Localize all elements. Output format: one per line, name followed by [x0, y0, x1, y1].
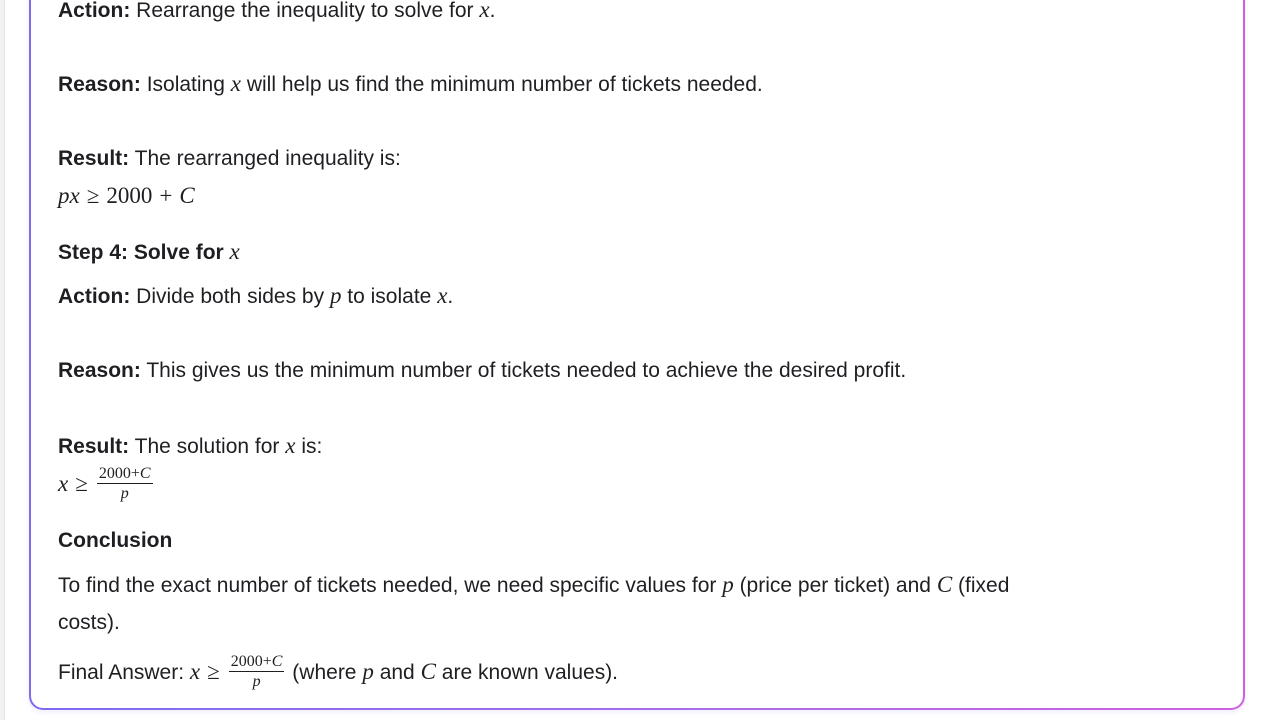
- step4-reason: [58, 356, 906, 386]
- result-label: Result:: [58, 435, 130, 458]
- math-var-x: x: [285, 433, 296, 458]
- reason-post: will help us find the minimum number of tickets needed.: [246, 73, 763, 96]
- math-var-x: x: [479, 0, 490, 22]
- final-label: Final Answer:: [58, 661, 185, 684]
- result-label: Result:: [58, 147, 130, 170]
- step4-result: [58, 431, 322, 462]
- action-mid: to isolate: [347, 285, 432, 308]
- math-geq: ≥: [75, 471, 88, 496]
- final-pre: (where: [292, 661, 357, 684]
- step3-action: [58, 0, 495, 26]
- conclusion-line-1: [58, 570, 1009, 601]
- math-var-p: p: [329, 283, 342, 308]
- conclusion-pre: To find the exact number of tickets needed, we need specific values for: [58, 574, 717, 597]
- result-text: The rearranged inequality is:: [134, 147, 401, 170]
- conclusion-post: (fixed: [958, 574, 1010, 597]
- numerator-number: 2000+: [230, 652, 272, 670]
- step4-heading: [58, 237, 240, 268]
- action-label: Action:: [58, 285, 131, 308]
- step3-result: [58, 144, 401, 174]
- final-and: and: [379, 661, 415, 684]
- step3-equation: [58, 181, 195, 212]
- action-end: .: [489, 0, 496, 22]
- conclusion-heading: Conclusion: [58, 529, 173, 552]
- result-post: is:: [301, 435, 323, 458]
- step3-reason: [58, 69, 763, 100]
- fraction-denominator: p: [120, 484, 129, 502]
- fraction-denominator: p: [252, 672, 261, 690]
- math-var-x: x: [189, 659, 201, 684]
- numerator-var-c: C: [271, 652, 283, 670]
- final-answer: [58, 653, 618, 692]
- action-end: .: [447, 285, 454, 308]
- math-fraction: [229, 653, 285, 690]
- math-var-c: C: [936, 572, 953, 597]
- numerator-var-c: C: [139, 464, 151, 482]
- math-plus: +: [159, 183, 173, 208]
- conclusion-line-2: costs).: [58, 611, 120, 634]
- conclusion-mid: (price per ticket) and: [739, 574, 931, 597]
- math-var-c: C: [420, 659, 436, 684]
- math-var-x: x: [230, 71, 241, 96]
- result-pre: The solution for: [134, 435, 280, 458]
- reason-label: Reason:: [58, 73, 141, 96]
- math-var-c: C: [179, 183, 195, 208]
- reason-pre: Isolating: [146, 73, 225, 96]
- numerator-number: 2000+: [98, 464, 140, 482]
- step4-action: [58, 281, 453, 312]
- reason-label: Reason:: [58, 359, 141, 382]
- math-number: 2000: [106, 183, 153, 208]
- math-geq: ≥: [86, 183, 100, 208]
- math-var-x: x: [58, 471, 69, 496]
- step4-equation: [58, 465, 155, 504]
- final-post: are known values).: [441, 661, 619, 684]
- response-card: [29, 0, 1245, 710]
- left-rail: [0, 0, 5, 720]
- math-geq: ≥: [207, 659, 220, 684]
- fraction-numerator: [97, 465, 153, 484]
- action-pre: Divide both sides by: [136, 285, 325, 308]
- step4-heading-text: Step 4: Solve for: [58, 241, 224, 264]
- math-var-x: x: [437, 283, 448, 308]
- math-var-p: p: [362, 659, 374, 684]
- math-var-x: x: [229, 239, 240, 264]
- math-var-p: p: [722, 572, 734, 597]
- reason-text: This gives us the minimum number of tickets needed to achieve the desired profit.: [146, 359, 907, 382]
- math-fraction: [97, 465, 153, 502]
- math-px: px: [58, 183, 80, 208]
- action-text: Rearrange the inequality to solve for: [136, 0, 474, 22]
- fraction-numerator: [229, 653, 285, 672]
- action-label: Action:: [58, 0, 131, 22]
